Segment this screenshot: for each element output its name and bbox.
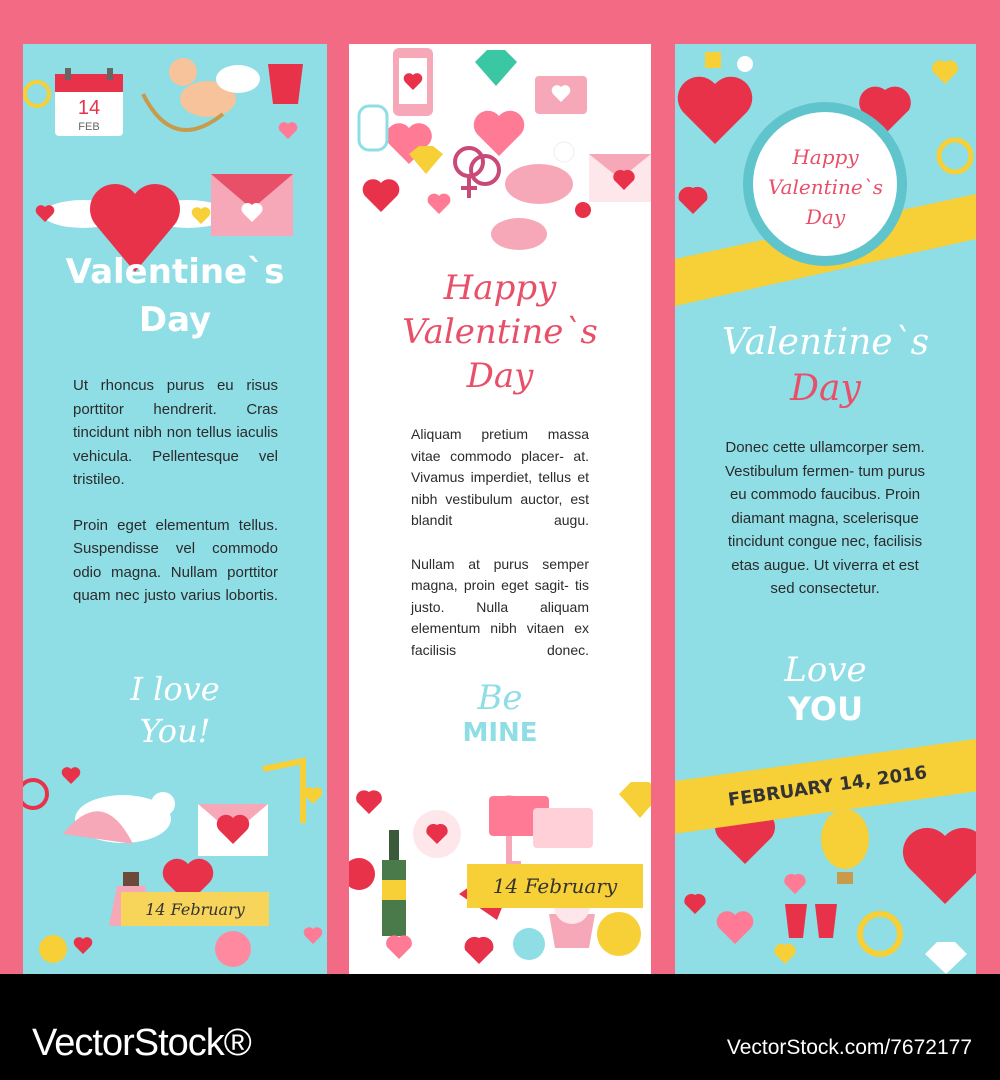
title-line: Valentine`s <box>721 322 930 363</box>
ribbon-text: FEBRUARY 14, 2016 <box>726 761 929 811</box>
dove-icon <box>491 142 574 250</box>
calendar-day: 14 <box>77 97 101 119</box>
diamond-icon <box>619 782 651 818</box>
banner-right <box>675 44 976 974</box>
title-line: Valentine`s <box>402 312 598 352</box>
hot-air-balloon-icon <box>821 809 869 884</box>
heart-icon <box>62 767 81 784</box>
heart-icon <box>513 928 545 960</box>
heart-icon <box>386 935 412 959</box>
cupid-icon <box>143 58 260 130</box>
body-text <box>721 436 929 623</box>
dove-icon <box>63 792 175 844</box>
strawberry-icon <box>349 858 375 890</box>
ribbon-text: 14 February <box>492 874 618 898</box>
tagline-line: Love <box>784 650 867 690</box>
heart-icon <box>474 111 524 156</box>
paragraph: Proin eget elementum tellus. Suspendisse vel commodo odio magna. Nullam porttitor quam nec justo varius lobortis. <box>73 516 278 604</box>
badge-line: Valentine`s <box>767 175 884 199</box>
tagline-line: I love <box>130 670 220 708</box>
title-line: Day <box>138 300 212 340</box>
title-line: Valentine`s <box>65 252 285 292</box>
watermark-url: VectorStock.com/7672177 <box>726 1036 972 1059</box>
ring-icon <box>25 82 49 106</box>
title-line: Day <box>790 368 861 409</box>
banner-left <box>23 44 327 974</box>
heart-icon <box>279 122 298 139</box>
watermark-logo: VectorStock® <box>32 1022 251 1064</box>
envelope-icon <box>589 154 651 202</box>
badge-line: Happy <box>792 145 859 169</box>
tagline <box>349 678 651 748</box>
heart-icon <box>575 202 591 218</box>
jar-icon <box>359 106 387 150</box>
paragraph: Nullam at purus semper magna, proin eget sagit- tis justo. Nulla aliquam elementum nibh vitaen ex facilisis donec. <box>411 555 589 658</box>
male-symbol-icon <box>23 780 47 808</box>
paragraph: Aliquam pretium massa vitae commodo placer- at. Vivamus imperdiet, tellus et nibh vestibulum auctor, est blandit augu. <box>411 426 589 528</box>
paragraph: Donec cette ullamcorper sem. Vestibulum fermen- tum purus eu commodo faucibus. Proin diamant magna, scelerisque tincidunt congue nec, facilisis etas augue. Ut viverra et est sed consectetur. <box>724 439 926 597</box>
badge-line: Day <box>805 205 846 229</box>
champagne-bottle-icon <box>382 830 406 936</box>
tagline <box>23 668 327 752</box>
page-title <box>349 266 651 398</box>
badge-text <box>675 142 976 232</box>
tagline-line: You! <box>139 712 211 750</box>
calendar-month: FEB <box>78 121 100 133</box>
heart-icon <box>428 194 451 214</box>
heart-icon <box>363 179 400 212</box>
speech-bubble-icon <box>489 796 593 848</box>
tagline <box>675 650 976 728</box>
date-ribbon <box>121 892 269 926</box>
body-text <box>411 424 589 683</box>
phone-icon <box>393 48 433 116</box>
ribbon-text: 14 February <box>145 899 245 919</box>
gender-symbols-icon <box>455 148 499 198</box>
speech-bubble-icon <box>535 76 587 114</box>
paragraph: Ut rhoncus purus eu risus porttitor hendrerit. Cras tincidunt nibh non tellus iaculis vehicula. Pellentesque vel tristileo. <box>73 377 278 488</box>
diamond-icon <box>475 50 517 86</box>
heart-icon <box>215 931 251 967</box>
heart-icon <box>74 937 93 954</box>
heart-icon <box>304 787 323 804</box>
heart-balloon-icon <box>268 64 303 104</box>
banner-center <box>349 44 651 974</box>
title-line: Day <box>466 356 534 396</box>
diamond-icon <box>409 146 443 174</box>
page-title <box>23 252 327 340</box>
heart-icon <box>932 60 958 84</box>
ring-icon <box>597 912 641 956</box>
music-note-icon <box>263 761 303 823</box>
heart-icon <box>304 927 323 944</box>
body-text <box>73 374 278 630</box>
title-line: Happy <box>443 268 557 308</box>
tagline-line: YOU <box>787 690 864 728</box>
envelope-icon <box>211 174 293 236</box>
envelope-icon <box>198 804 268 856</box>
ring-icon <box>39 935 67 963</box>
heart-icon <box>465 937 494 964</box>
tagline-line: MINE <box>462 718 538 748</box>
heart-icon <box>737 56 753 72</box>
page-title <box>675 320 976 412</box>
tagline-line: Be <box>477 678 523 718</box>
heart-icon <box>356 790 382 814</box>
date-ribbon <box>467 864 643 908</box>
